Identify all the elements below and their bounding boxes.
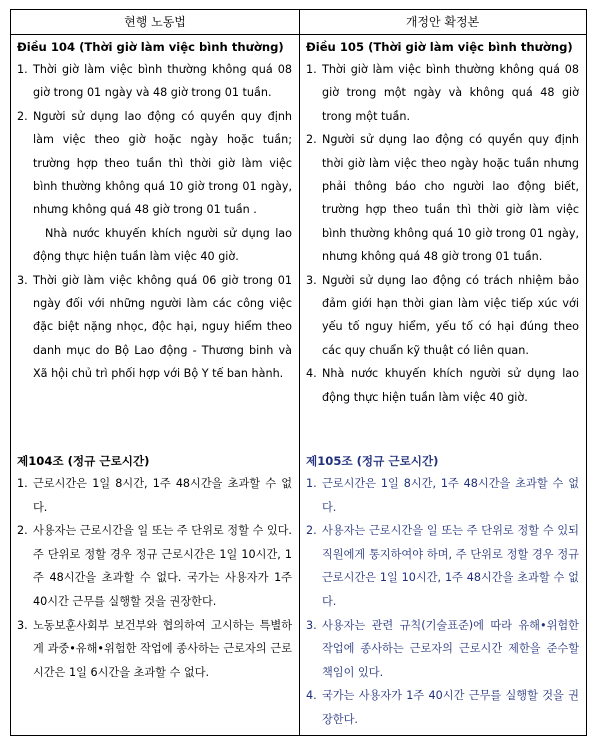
current-law-vi-section [17, 36, 292, 386]
current-law-column [11, 36, 299, 735]
list-item: 3. 사용자는 관련 규칙(기술표준)에 따라 유해•위험한 작업에 종사하는 근로자의 근로시간 제한을 준수할 책임이 있다. [306, 618, 579, 679]
article-title-vi: Điều 104 (Thời giờ làm việc bình thường) [17, 40, 284, 54]
list-item: 2. 사용자는 근로시간을 일 또는 주 단위로 정할 수 있다. 주 단위로 정할 경우 정규 근로시간은 1일 10시간, 1주 48시간을 초과할 수 없다. 국가는 사용자가 1주 40시간 근무를 실행할 것을 권장한다. [17, 524, 292, 608]
list-item: 2. Người sử dụng lao động có quyền quy định làm việc theo giờ hoặc ngày hoặc tuần; trường hợp theo tuần thì thời giờ làm việc bình thường không quá 10 giờ trong 01 ngày, nhưng không quá 48 giờ trong 01 tuần . Nhà nước khuyến khích người sử dụng lao động thực hiện tuần làm việc 40 giờ. [17, 105, 292, 269]
list-item: 2. Người sử dụng lao động có quyền quy định thời giờ làm việc theo ngày hoặc tuần nhưng phải thông báo cho người lao động biết, trường hợp theo tuần thì thời giờ làm việc bình thường không quá 10 giờ trong 01 ngày, nhưng không quá 48 giờ trong 01 tuần. [306, 133, 579, 264]
list-item: 4. Nhà nước khuyến khích người sử dụng lao động thực hiện tuần làm việc 40 giờ. [306, 367, 579, 404]
list-item: 3. Thời giờ làm việc không quá 06 giờ trong 01 ngày đối với những người làm các công việc đặc biệt nặng nhọc, độc hại, nguy hiểm theo danh mục do Bộ Lao động - Thương binh và Xã hội chủ trì phối hợp với Bộ Y tế ban hành. [17, 273, 292, 381]
list-item: 1. Thời giờ làm việc bình thường không quá 08 giờ trong một ngày và không quá 48 giờ trong một tuần. [306, 63, 579, 123]
list-item: 1. 근로시간은 1일 8시간, 1주 48시간을 초과할 수 없다. [17, 477, 292, 514]
amendment-vi-section [306, 36, 579, 409]
comparison-table [10, 9, 587, 736]
amendment-kr-section [306, 450, 579, 732]
list-item: 3. Người sử dụng lao động có trách nhiệm bảo đảm giới hạn thời gian làm việc tiếp xúc với yếu tố nguy hiểm, yếu tố có hại đúng theo các quy chuẩn kỹ thuật có liên quan. [306, 273, 579, 357]
article-title-kr: 제105조 (정규 근로시간) [306, 454, 439, 468]
article-title-vi: Điều 105 (Thời giờ làm việc bình thường) [306, 40, 573, 54]
header-amendment: 개정안 확정본 [405, 15, 480, 29]
amendment-column [300, 36, 586, 735]
list-item: 3. 노동보훈사회부 보건부와 협의하여 고시하는 특별하게 과중•유해•위험한 작업에 종사하는 근로자의 근로시간은 1일 6시간을 초과할 수 없다. [17, 618, 292, 679]
list-item: 1. 근로시간은 1일 8시간, 1주 48시간을 초과할 수 없다. [306, 477, 579, 514]
list-item: 4. 국가는 사용자가 1주 40시간 근무를 실행할 것을 권장한다. [306, 689, 579, 726]
current-law-kr-section [17, 450, 292, 684]
header-current-law: 현행 노동법 [124, 15, 186, 29]
article-title-kr: 제104조 (정규 근로시간) [17, 454, 150, 468]
list-item: 2. 사용자는 근로시간을 일 또는 주 단위로 정할 수 있되 직원에게 통지하여야 하며, 주 단위로 정할 경우 정규 근로시간은 1일 10시간, 1주 48시간을 초과할 수 없다. [306, 524, 579, 608]
list-item: 1. Thời giờ làm việc bình thường không quá 08 giờ trong 01 ngày và 48 giờ trong 01 tuần. [17, 63, 292, 100]
note-paragraph: Nhà nước khuyến khích người sử dụng lao động thực hiện tuần làm việc 40 giờ. [33, 226, 292, 264]
